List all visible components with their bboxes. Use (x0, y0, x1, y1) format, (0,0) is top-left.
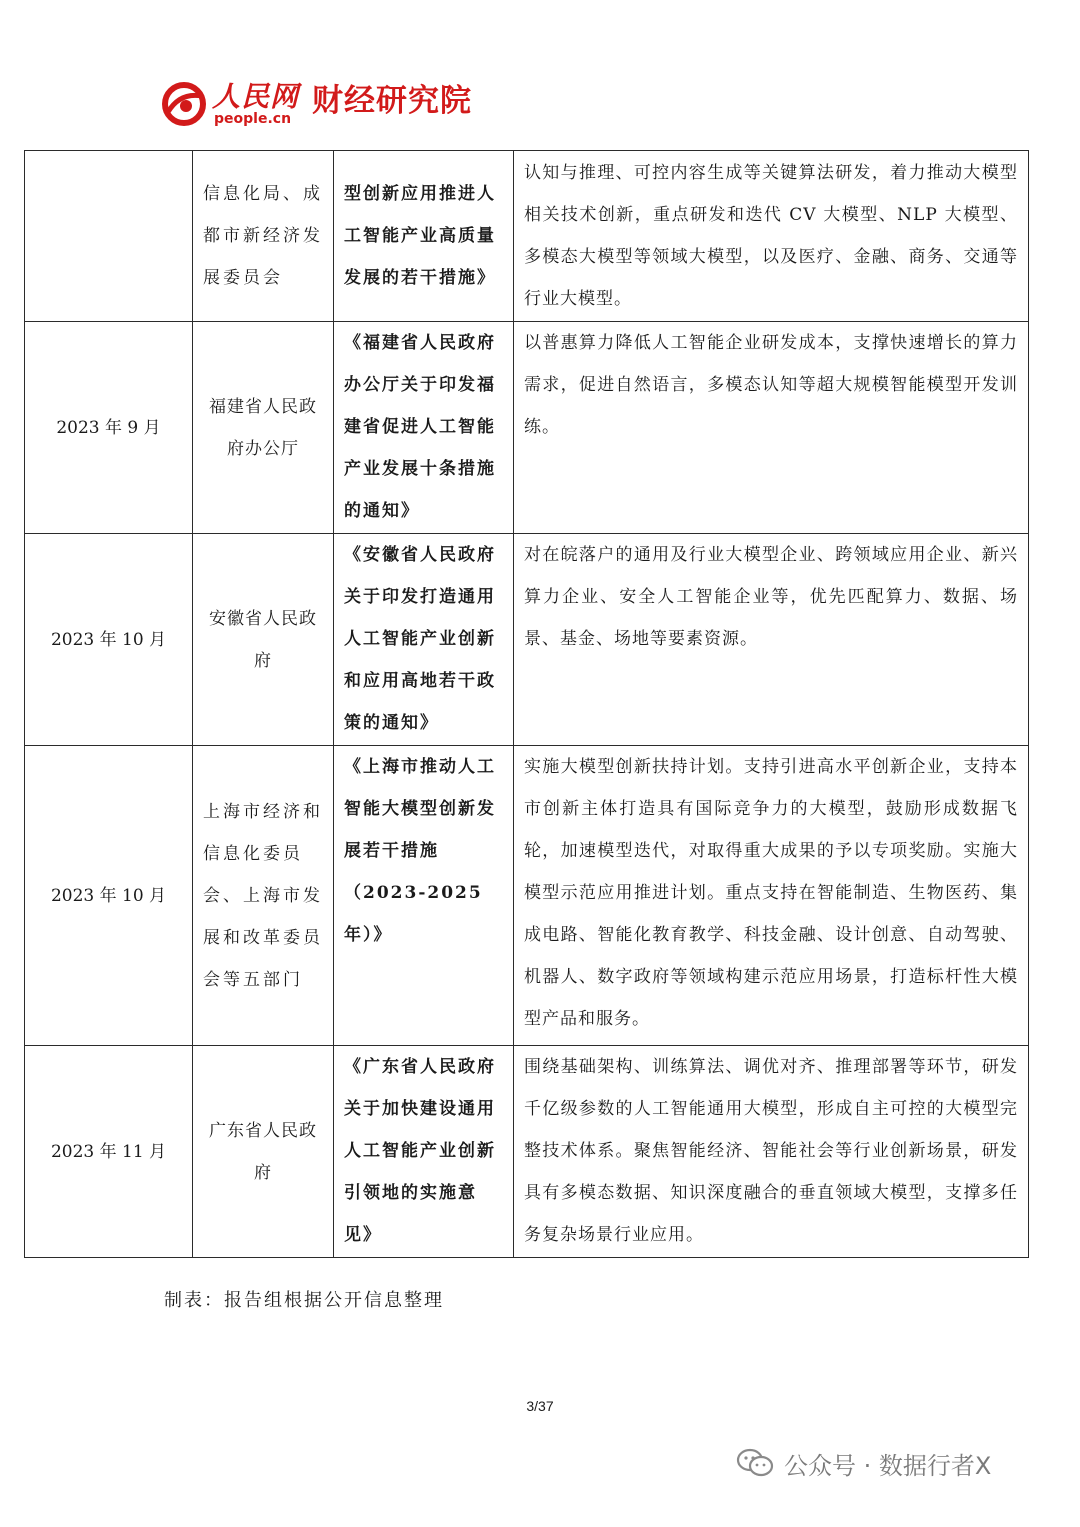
people-cn-logo (162, 80, 492, 130)
description-cell (514, 151, 1029, 322)
org-cell (193, 1046, 334, 1258)
page-number: 3/37 (526, 1398, 554, 1414)
description-cell (514, 534, 1029, 746)
policy-title-cell (334, 322, 514, 534)
description-text: 实施大模型创新扶持计划。支持引进高水平创新企业，支持本市创新主体打造具有国际竞争力的大模型，鼓励形成数据飞轮，加速模型迭代，对取得重大成果的予以专项奖励。实施大模型示范应用推进计划。重点支持在智能制造、生物医药、集成电路、智能化教育教学、科技金融、设计创意、自动驾驶、机器人、数字政府等领域构建示范应用场景，打造标杆性大模型产品和服务。 (524, 757, 1018, 1029)
policy-title-text: 《福建省人民政府办公厅关于印发福建省促进人工智能产业发展十条措施的通知》 (344, 333, 496, 521)
description-cell (514, 322, 1029, 534)
org-cell (193, 534, 334, 746)
institute-name: 财经研究院 (312, 83, 472, 119)
policy-title-text: 《安徽省人民政府关于印发打造通用人工智能产业创新和应用高地若干政策的通知》 (344, 545, 496, 733)
org-text: 广东省人民政府 (209, 1120, 317, 1183)
org-text: 信息化局、成都市新经济发展委员会 (203, 184, 323, 288)
table-row (25, 322, 1029, 534)
watermark-text: 公众号 · 数据行者X (784, 1451, 992, 1480)
date-cell: 2023 年 10 月 (25, 534, 193, 746)
table-caption: 制表：报告组根据公开信息整理 (164, 1290, 444, 1311)
table-row (25, 1046, 1029, 1258)
policy-title-text: 型创新应用推进人工智能产业高质量发展的若干措施》 (344, 184, 496, 288)
brand-name-cn: 人民网 (212, 80, 300, 113)
description-cell (514, 746, 1029, 1046)
description-cell (514, 1046, 1029, 1258)
policy-title-text: 《广东省人民政府关于加快建设通用人工智能产业创新引领地的实施意见》 (344, 1057, 496, 1245)
org-text: 安徽省人民政府 (209, 608, 317, 671)
table-row (25, 151, 1029, 322)
description-text: 对在皖落户的通用及行业大模型企业、跨领域应用企业、新兴算力企业、安全人工智能企业等，优先匹配算力、数据、场景、基金、场地等要素资源。 (524, 545, 1018, 649)
table-row (25, 534, 1029, 746)
description-text: 认知与推理、可控内容生成等关键算法研发，着力推动大模型相关技术创新，重点研发和迭代 CV 大模型、NLP 大模型、多模态大模型等领域大模型，以及医疗、金融、商务、交通等行业大模型。 (524, 163, 1018, 309)
policy-title-cell (334, 151, 514, 322)
policy-title-text: 《上海市推动人工智能大模型创新发展若干措施（2023-2025 年）》 (344, 757, 496, 945)
org-text: 福建省人民政府办公厅 (209, 396, 317, 459)
org-cell (193, 746, 334, 1046)
policy-title-cell (334, 1046, 514, 1258)
org-cell (193, 322, 334, 534)
date-cell: 2023 年 11 月 (25, 1046, 193, 1258)
date-cell (25, 151, 193, 322)
table-row (25, 746, 1029, 1046)
description-text: 以普惠算力降低人工智能企业研发成本，支撑快速增长的算力需求，促进自然语言，多模态认知等超大规模智能模型开发训练。 (524, 333, 1018, 437)
people-swirl-logo-icon (162, 82, 206, 126)
wechat-watermark (736, 1443, 991, 1483)
org-cell (193, 151, 334, 322)
policy-title-cell (334, 746, 514, 1046)
wechat-icon (736, 1447, 774, 1479)
policy-table (24, 150, 1029, 1258)
date-cell: 2023 年 10 月 (25, 746, 193, 1046)
brand-name-en: people.cn (214, 111, 292, 127)
policy-title-cell (334, 534, 514, 746)
date-cell: 2023 年 9 月 (25, 322, 193, 534)
org-text: 上海市经济和信息化委员会、上海市发展和改革委员会等五部门 (203, 801, 323, 990)
description-text: 围绕基础架构、训练算法、调优对齐、推理部署等环节，研发千亿级参数的人工智能通用大模型，形成自主可控的大模型完整技术体系。聚焦智能经济、智能社会等行业创新场景，研发具有多模态数据、知识深度融合的垂直领域大模型，支撑多任务复杂场景行业应用。 (524, 1057, 1018, 1245)
